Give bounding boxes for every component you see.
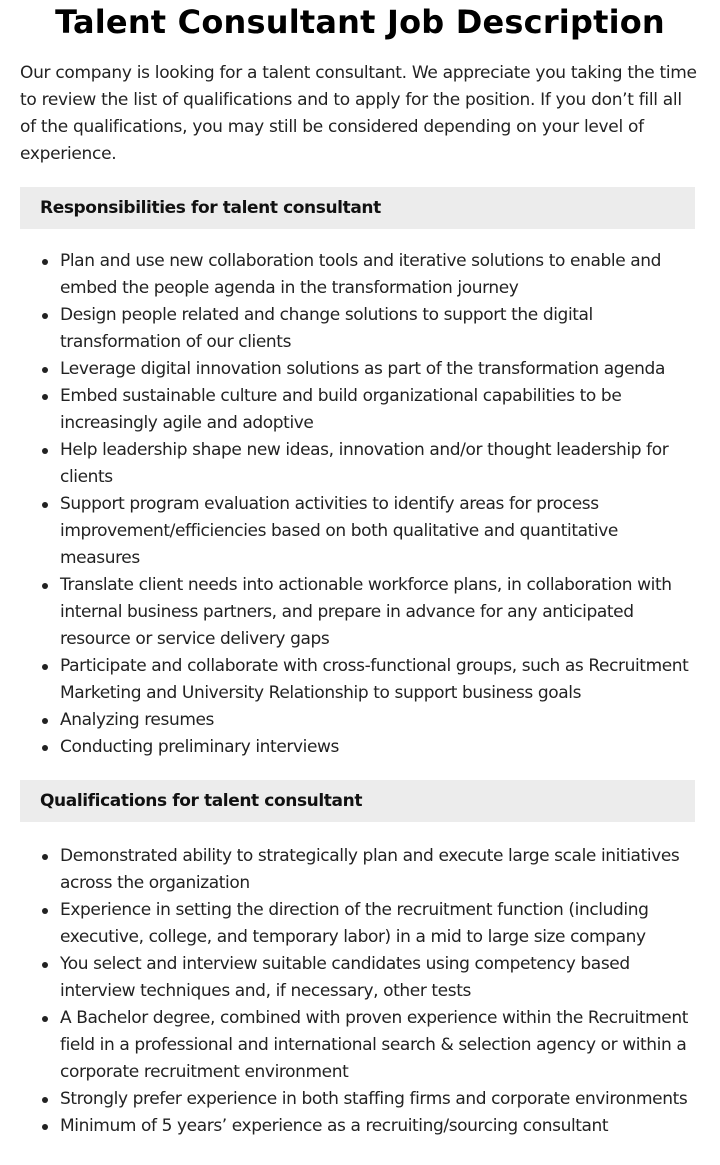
responsibilities-list (20, 248, 695, 761)
list-item: Support program evaluation activities to identify areas for process improvement/efficiencies based on both qualitative and quantitative measures (60, 491, 695, 572)
list-item: Conducting preliminary interviews (60, 734, 695, 761)
list-item: Analyzing resumes (60, 707, 695, 734)
list-item: Demonstrated ability to strategically plan and execute large scale initiatives across the organization (60, 843, 695, 897)
intro-paragraph: Our company is looking for a talent consultant. We appreciate you taking the time to review the list of qualifications and to apply for the position. If you don’t fill all of the qualifications, you may still be considered depending on your level of experience. (20, 63, 697, 164)
list-item: Design people related and change solutions to support the digital transformation of our clients (60, 302, 695, 356)
list-item: Leverage digital innovation solutions as part of the transformation agenda (60, 356, 695, 383)
qualifications-heading: Qualifications for talent consultant (20, 780, 695, 822)
qualifications-list (20, 843, 695, 1140)
responsibilities-heading: Responsibilities for talent consultant (20, 187, 695, 229)
list-item: Translate client needs into actionable workforce plans, in collaboration with internal business partners, and prepare in advance for any anticipated resource or service delivery gaps (60, 572, 695, 653)
list-item: Help leadership shape new ideas, innovation and/or thought leadership for clients (60, 437, 695, 491)
list-item: Strongly prefer experience in both staffing firms and corporate environments (60, 1086, 695, 1113)
list-item: Embed sustainable culture and build organizational capabilities to be increasingly agile and adoptive (60, 383, 695, 437)
list-item: Participate and collaborate with cross-functional groups, such as Recruitment Marketing and University Relationship to support business goals (60, 653, 695, 707)
page-title: Talent Consultant Job Description (55, 3, 665, 41)
list-item: A Bachelor degree, combined with proven experience within the Recruitment field in a professional and international search & selection agency or within a corporate recruitment environment (60, 1005, 695, 1086)
list-item: Plan and use new collaboration tools and iterative solutions to enable and embed the people agenda in the transformation journey (60, 248, 695, 302)
list-item: Minimum of 5 years’ experience as a recruiting/sourcing consultant (60, 1113, 695, 1140)
list-item: You select and interview suitable candidates using competency based interview techniques and, if necessary, other tests (60, 951, 695, 1005)
list-item: Experience in setting the direction of the recruitment function (including executive, college, and temporary labor) in a mid to large size company (60, 897, 695, 951)
